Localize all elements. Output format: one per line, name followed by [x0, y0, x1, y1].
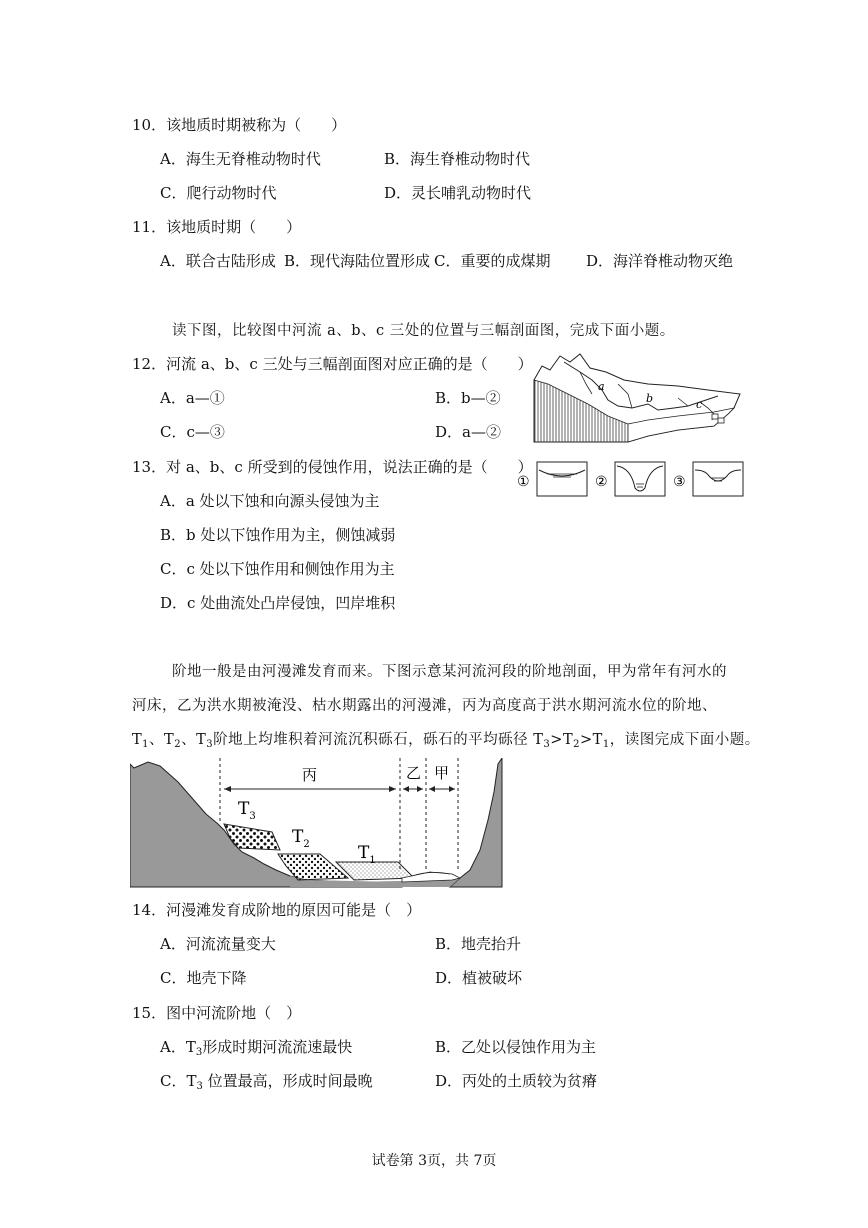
q14-option-c: C．地壳下降 — [160, 969, 247, 987]
q11-option-d: D．海洋脊椎动物灭绝 — [586, 252, 734, 270]
q13-option-d: D．c 处曲流处凸岸侵蚀，凹岸堆积 — [160, 594, 396, 612]
q12-option-d: D．a—② — [435, 423, 501, 441]
label-t3: $T_3$ — [238, 799, 256, 822]
profile-label-1: ① — [517, 474, 530, 490]
q15-option-b: B．乙处以侵蚀作用为主 — [435, 1038, 597, 1056]
profile-label-3: ③ — [673, 474, 686, 490]
q10-option-c: C．爬行动物时代 — [160, 184, 277, 202]
q15-option-c: C．$T_3$ 位置最高，形成时间最晚 — [160, 1072, 373, 1092]
q14-option-a: A．河流流量变大 — [160, 935, 276, 953]
q14-option-d: D．植被破坏 — [435, 969, 523, 987]
q10-option-b: B．海生脊椎动物时代 — [384, 150, 531, 168]
label-yi: 乙 — [406, 764, 422, 782]
q12-option-a: A．a—① — [160, 389, 225, 407]
intro-terrace-line3: $T_1$、$T_2$、$T_3$阶地上均堆积着河流沉积砾石，砾石的平均砾径 $T_3>T_2>T_1$，读图完成下面小题。 — [132, 732, 760, 750]
q11-option-c: C．重要的成煤期 — [434, 252, 551, 270]
q15-option-a: A．$T_3$形成时期河流流速最快 — [160, 1038, 353, 1058]
intro-terrace-line1: 阶地一般是由河漫滩发育而来。下图示意某河流河段的阶地剖面，甲为常年有河水的 — [172, 664, 727, 680]
q10-stem: 10．该地质时期被称为（ ） — [132, 116, 347, 134]
label-b: b — [646, 392, 654, 405]
q13-option-a: A．a 处以下蚀和向源头侵蚀为主 — [160, 492, 380, 510]
label-c: c — [696, 398, 703, 411]
q10-option-a: A．海生无脊椎动物时代 — [160, 150, 321, 168]
profile-label-2: ② — [595, 474, 608, 490]
q11-stem: 11．该地质时期（ ） — [132, 218, 302, 236]
q15-stem: 15．图中河流阶地（ ） — [132, 1004, 302, 1022]
label-jia: 甲 — [434, 764, 450, 782]
label-a: a — [598, 380, 605, 393]
label-t2: $T_2$ — [292, 827, 310, 850]
river-terrace-profile — [130, 758, 504, 890]
q12-option-c: C．c—③ — [160, 423, 225, 441]
intro-river-profiles: 读下图，比较图中河流 a、b、c 三处的位置与三幅剖面图，完成下面小题。 — [172, 323, 675, 339]
label-bing: 丙 — [302, 766, 318, 784]
q15-option-d: D．丙处的土质较为贫瘠 — [435, 1072, 598, 1090]
label-t1: $T_1$ — [358, 843, 376, 866]
cross-section-profiles — [515, 458, 745, 500]
q11-option-b: B．现代海陆位置形成 — [284, 252, 431, 270]
q11-option-a: A．联合古陆形成 — [160, 252, 276, 270]
q12-stem: 12．河流 a、b、c 三处与三幅剖面图对应正确的是（ ） — [132, 355, 533, 373]
q14-stem: 14．河漫滩发育成阶地的原因可能是（ ） — [132, 901, 422, 919]
q13-stem: 13．对 a、b、c 所受到的侵蚀作用，说法正确的是（ ） — [132, 458, 533, 476]
river-block-diagram — [528, 350, 746, 446]
page-footer: 试卷第 3页，共 7页 — [371, 1153, 497, 1169]
q14-option-b: B．地壳抬升 — [435, 935, 522, 953]
intro-terrace-line2: 河床，乙为洪水期被淹没、枯水期露出的河漫滩，丙为高度高于洪水期河流水位的阶地、 — [132, 698, 717, 714]
q12-option-b: B．b—② — [435, 389, 501, 407]
q13-option-c: C．c 处以下蚀作用和侧蚀作用为主 — [160, 560, 395, 578]
q10-option-d: D．灵长哺乳动物时代 — [384, 184, 532, 202]
q13-option-b: B．b 处以下蚀作用为主，侧蚀减弱 — [160, 526, 396, 544]
